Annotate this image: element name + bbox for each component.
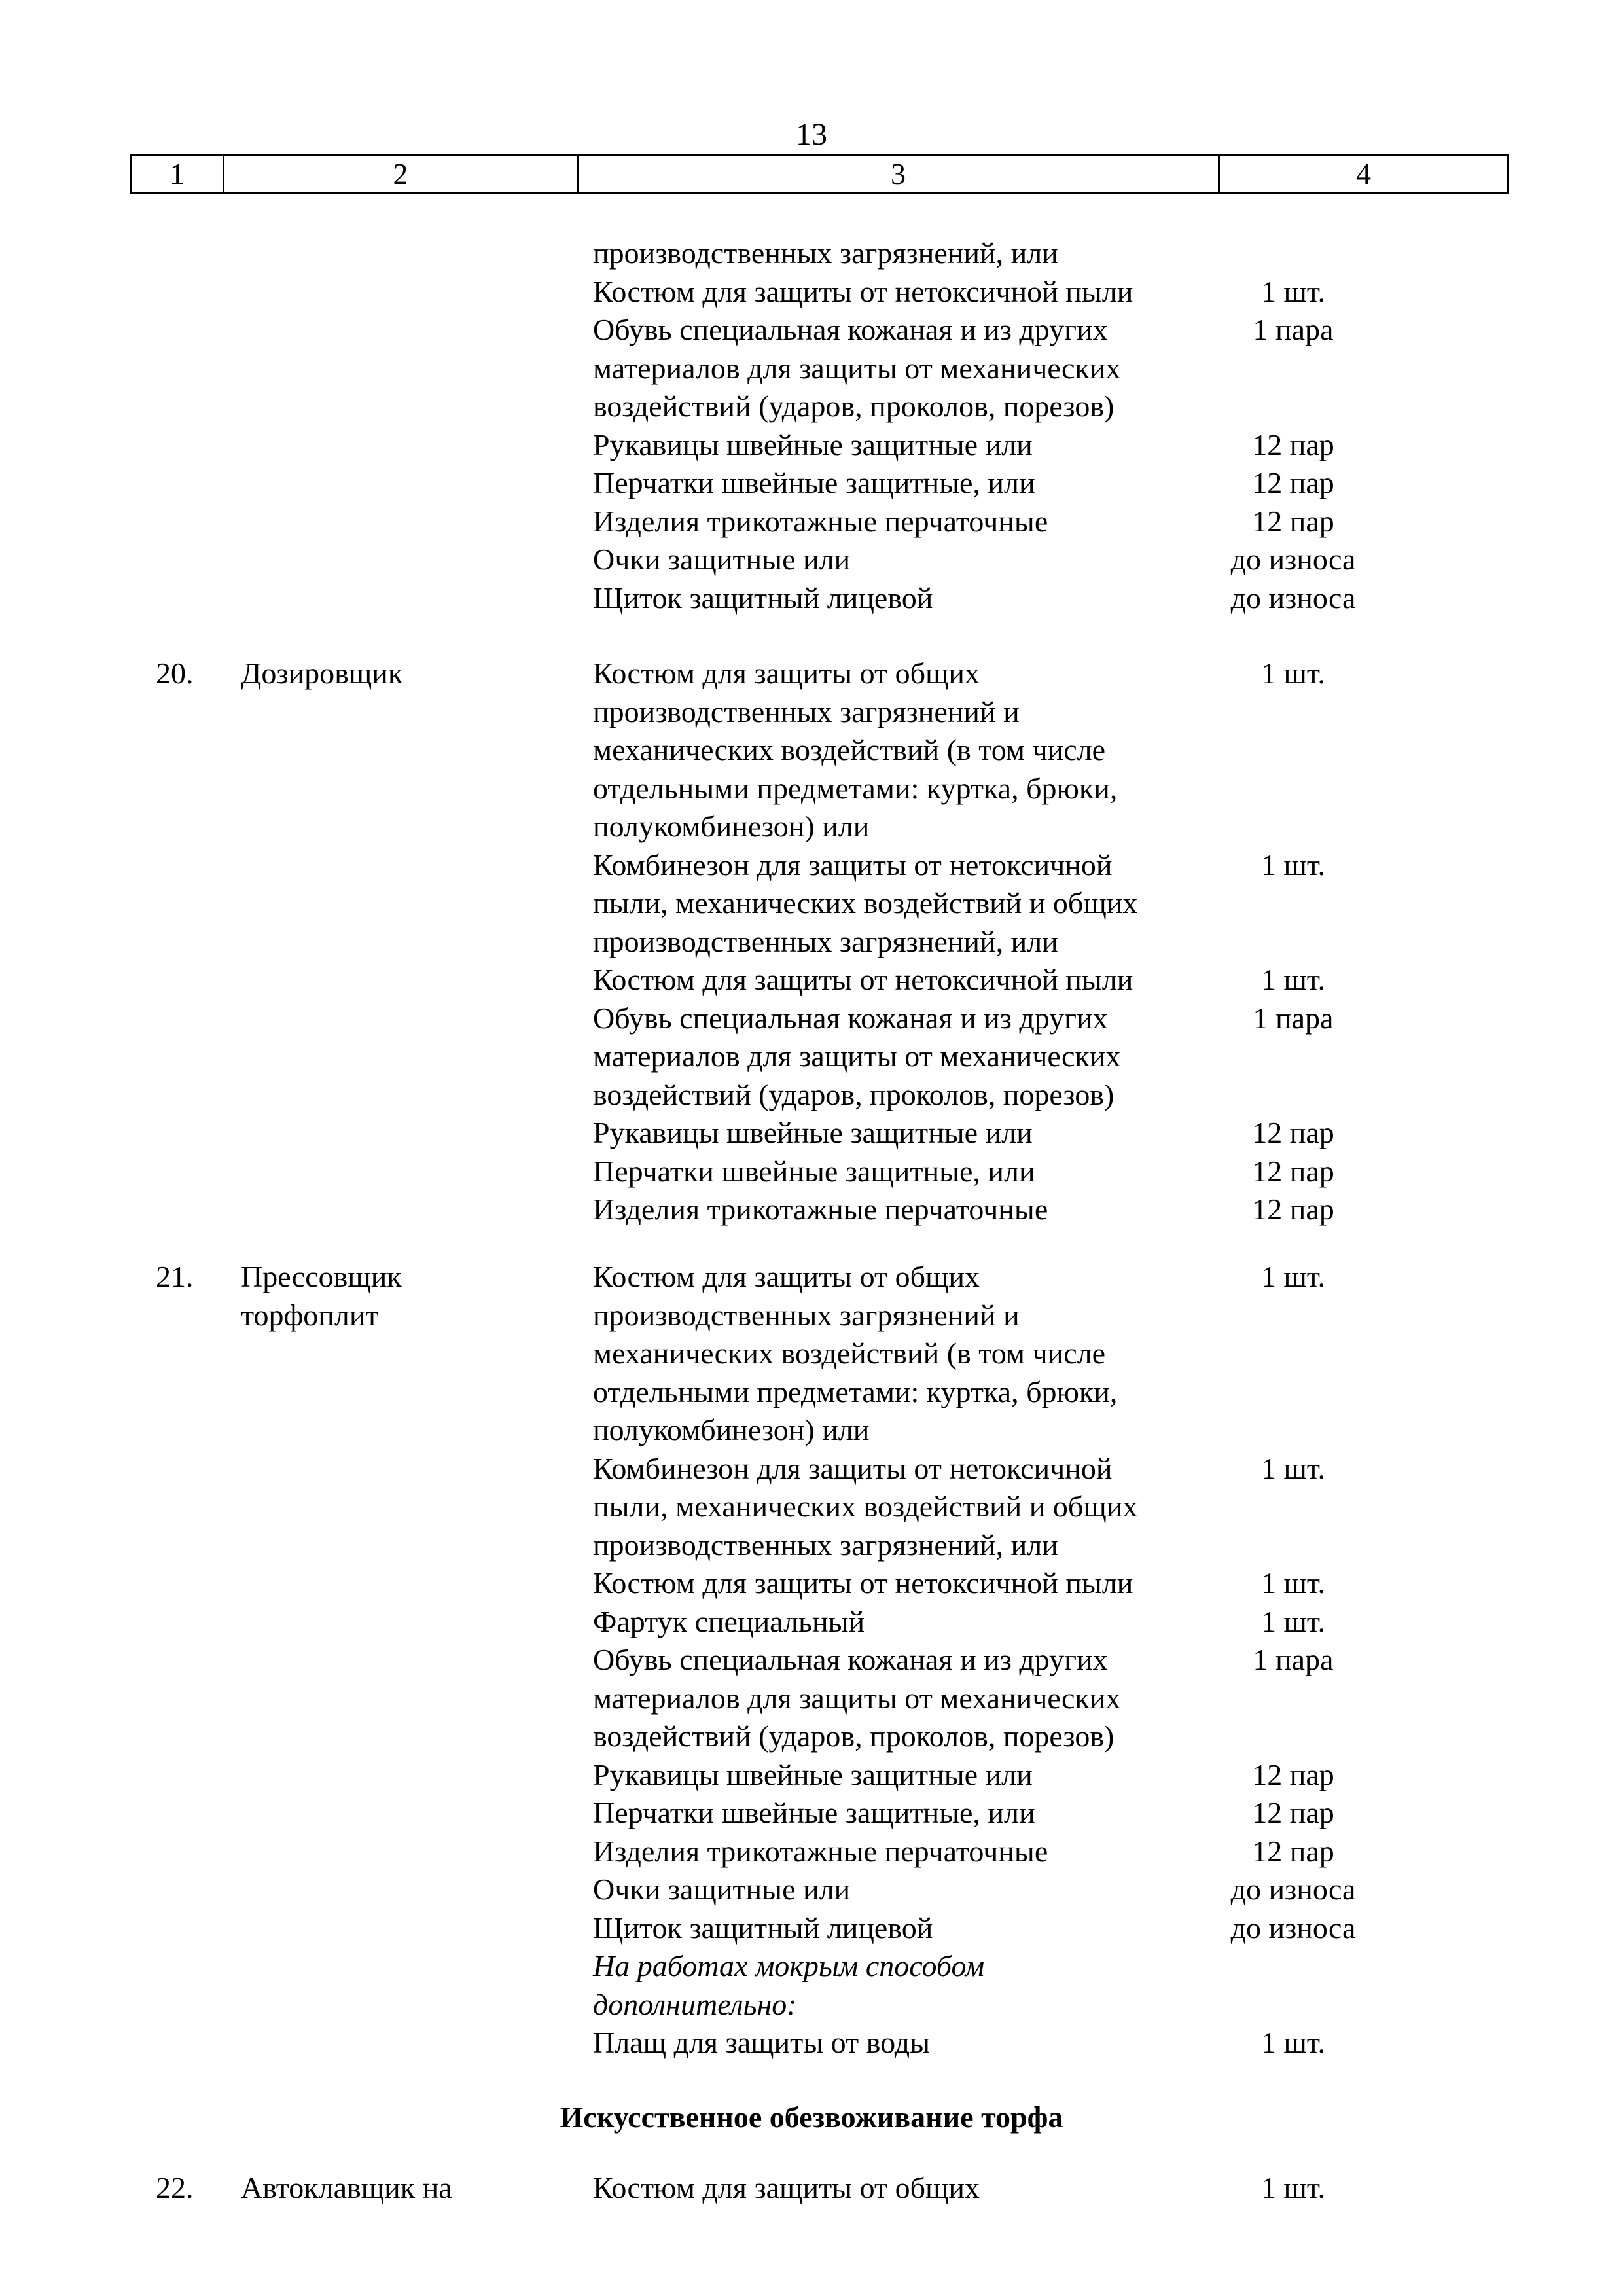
item-description: Очки защитные или <box>593 1873 851 1906</box>
item-quantity: 12 пар <box>1252 1116 1334 1149</box>
item-description: материалов для защиты от механических <box>593 351 1121 385</box>
column-header-3: 3 <box>579 156 1220 192</box>
profession-20: Дозировщик <box>241 656 403 690</box>
profession-21-line1: Прессовщик <box>241 1260 402 1293</box>
item-description: Изделия трикотажные перчаточные <box>593 1193 1048 1226</box>
item-quantity: 1 шт. <box>1260 1604 1326 1638</box>
item-description: материалов для защиты от механических <box>593 1681 1121 1715</box>
item-quantity: 12 пар <box>1252 427 1334 461</box>
profession-22: Автоклавщик на <box>241 2171 452 2204</box>
item-description: производственных загрязнений, или <box>593 236 1058 270</box>
item-description: отдельными предметами: куртка, брюки, <box>593 1374 1118 1408</box>
item-description: Рукавицы швейные защитные или <box>593 1757 1033 1791</box>
item-description: Очки защитные или <box>593 543 851 576</box>
note-line: дополнительно: <box>593 1987 797 2021</box>
item-quantity: до износа <box>1230 1910 1356 1945</box>
item-description: материалов для защиты от механических <box>593 1039 1121 1073</box>
item-description: Костюм для защиты от общих <box>593 1260 980 1293</box>
item-quantity: 12 пар <box>1252 1757 1334 1791</box>
item-description: Костюм для защиты от нетоксичной пыли <box>593 274 1133 308</box>
item-quantity: 12 пар <box>1252 1834 1334 1868</box>
item-description: Плащ для защиты от воды <box>593 2026 931 2059</box>
item-quantity: 12 пар <box>1252 466 1334 499</box>
page-number: 13 <box>796 117 827 152</box>
column-header-4: 4 <box>1356 157 1371 190</box>
row-number-20: 20. <box>156 656 194 690</box>
item-description: Костюм для защиты от нетоксичной пыли <box>593 1566 1133 1600</box>
item-description: воздействий (ударов, проколов, порезов) <box>593 389 1115 423</box>
item-quantity: 1 шт. <box>1260 1451 1326 1485</box>
column-header-row <box>130 154 1509 194</box>
item-quantity: 12 пар <box>1252 504 1334 538</box>
item-quantity: 1 шт. <box>1260 1566 1326 1600</box>
item-description: производственных загрязнений и <box>593 694 1020 728</box>
item-description: производственных загрязнений и <box>593 1298 1020 1332</box>
note-line: На работах мокрым способом <box>593 1949 985 1982</box>
item-description: Перчатки швейные защитные, или <box>593 1154 1035 1188</box>
item-description: Обувь специальная кожаная и из других <box>593 1643 1108 1676</box>
item-description: пыли, механических воздействий и общих <box>593 886 1138 920</box>
item-description: Фартук специальный <box>593 1604 865 1638</box>
item-description: Костюм для защиты от общих <box>593 2171 980 2204</box>
column-header-2: 2 <box>224 156 579 192</box>
item-description: воздействий (ударов, проколов, порезов) <box>593 1719 1115 1753</box>
item-description: Щиток защитный лицевой <box>593 581 933 615</box>
item-description: Костюм для защиты от общих <box>593 656 980 690</box>
item-description: Изделия трикотажные перчаточные <box>593 1834 1048 1868</box>
column-header-1: 1 <box>132 156 224 192</box>
item-description: производственных загрязнений, или <box>593 924 1058 958</box>
item-quantity: 1 пара <box>1253 1643 1334 1676</box>
section-title: Искусственное обезвоживание торфа <box>560 2100 1063 2134</box>
item-description: отдельными предметами: куртка, брюки, <box>593 771 1118 805</box>
item-quantity: 1 шт. <box>1260 848 1326 882</box>
item-quantity: 1 пара <box>1253 1001 1334 1035</box>
item-description: Комбинезон для защиты от нетоксичной <box>593 1451 1113 1485</box>
item-quantity: 12 пар <box>1252 1193 1334 1226</box>
item-quantity: до износа <box>1230 581 1356 615</box>
item-quantity: 1 шт. <box>1260 656 1326 690</box>
item-quantity: 1 шт. <box>1260 2026 1326 2059</box>
item-description: воздействий (ударов, проколов, порезов) <box>593 1077 1115 1111</box>
item-description: полукомбинезон) или <box>593 1413 870 1446</box>
item-description: Рукавицы швейные защитные или <box>593 427 1033 461</box>
item-description: Щиток защитный лицевой <box>593 1910 933 1945</box>
row-number-21: 21. <box>156 1260 194 1293</box>
item-description: полукомбинезон) или <box>593 810 870 843</box>
item-description: производственных загрязнений, или <box>593 1528 1058 1562</box>
item-description: Обувь специальная кожаная и из других <box>593 313 1108 346</box>
item-quantity: 1 пара <box>1253 313 1334 346</box>
item-quantity: до износа <box>1230 543 1356 576</box>
item-quantity: 12 пар <box>1252 1796 1334 1829</box>
item-description: Обувь специальная кожаная и из других <box>593 1001 1108 1035</box>
item-description: Костюм для защиты от нетоксичной пыли <box>593 963 1133 996</box>
item-quantity: до износа <box>1230 1873 1356 1906</box>
item-quantity: 12 пар <box>1252 1154 1334 1188</box>
item-quantity: 1 шт. <box>1260 2171 1326 2204</box>
item-description: пыли, механических воздействий и общих <box>593 1490 1138 1523</box>
item-description: Рукавицы швейные защитные или <box>593 1116 1033 1149</box>
item-description: Перчатки швейные защитные, или <box>593 1796 1035 1829</box>
item-description: Перчатки швейные защитные, или <box>593 466 1035 499</box>
row-number-22: 22. <box>156 2171 194 2204</box>
item-description: Изделия трикотажные перчаточные <box>593 504 1048 538</box>
item-quantity: 1 шт. <box>1260 963 1326 996</box>
item-quantity: 1 шт. <box>1260 274 1326 308</box>
item-description: Комбинезон для защиты от нетоксичной <box>593 848 1113 882</box>
item-quantity: 1 шт. <box>1260 1260 1326 1293</box>
profession-21-line2: торфоплит <box>241 1298 379 1332</box>
item-description: механических воздействий (в том числе <box>593 1336 1106 1370</box>
item-description: механических воздействий (в том числе <box>593 733 1106 766</box>
